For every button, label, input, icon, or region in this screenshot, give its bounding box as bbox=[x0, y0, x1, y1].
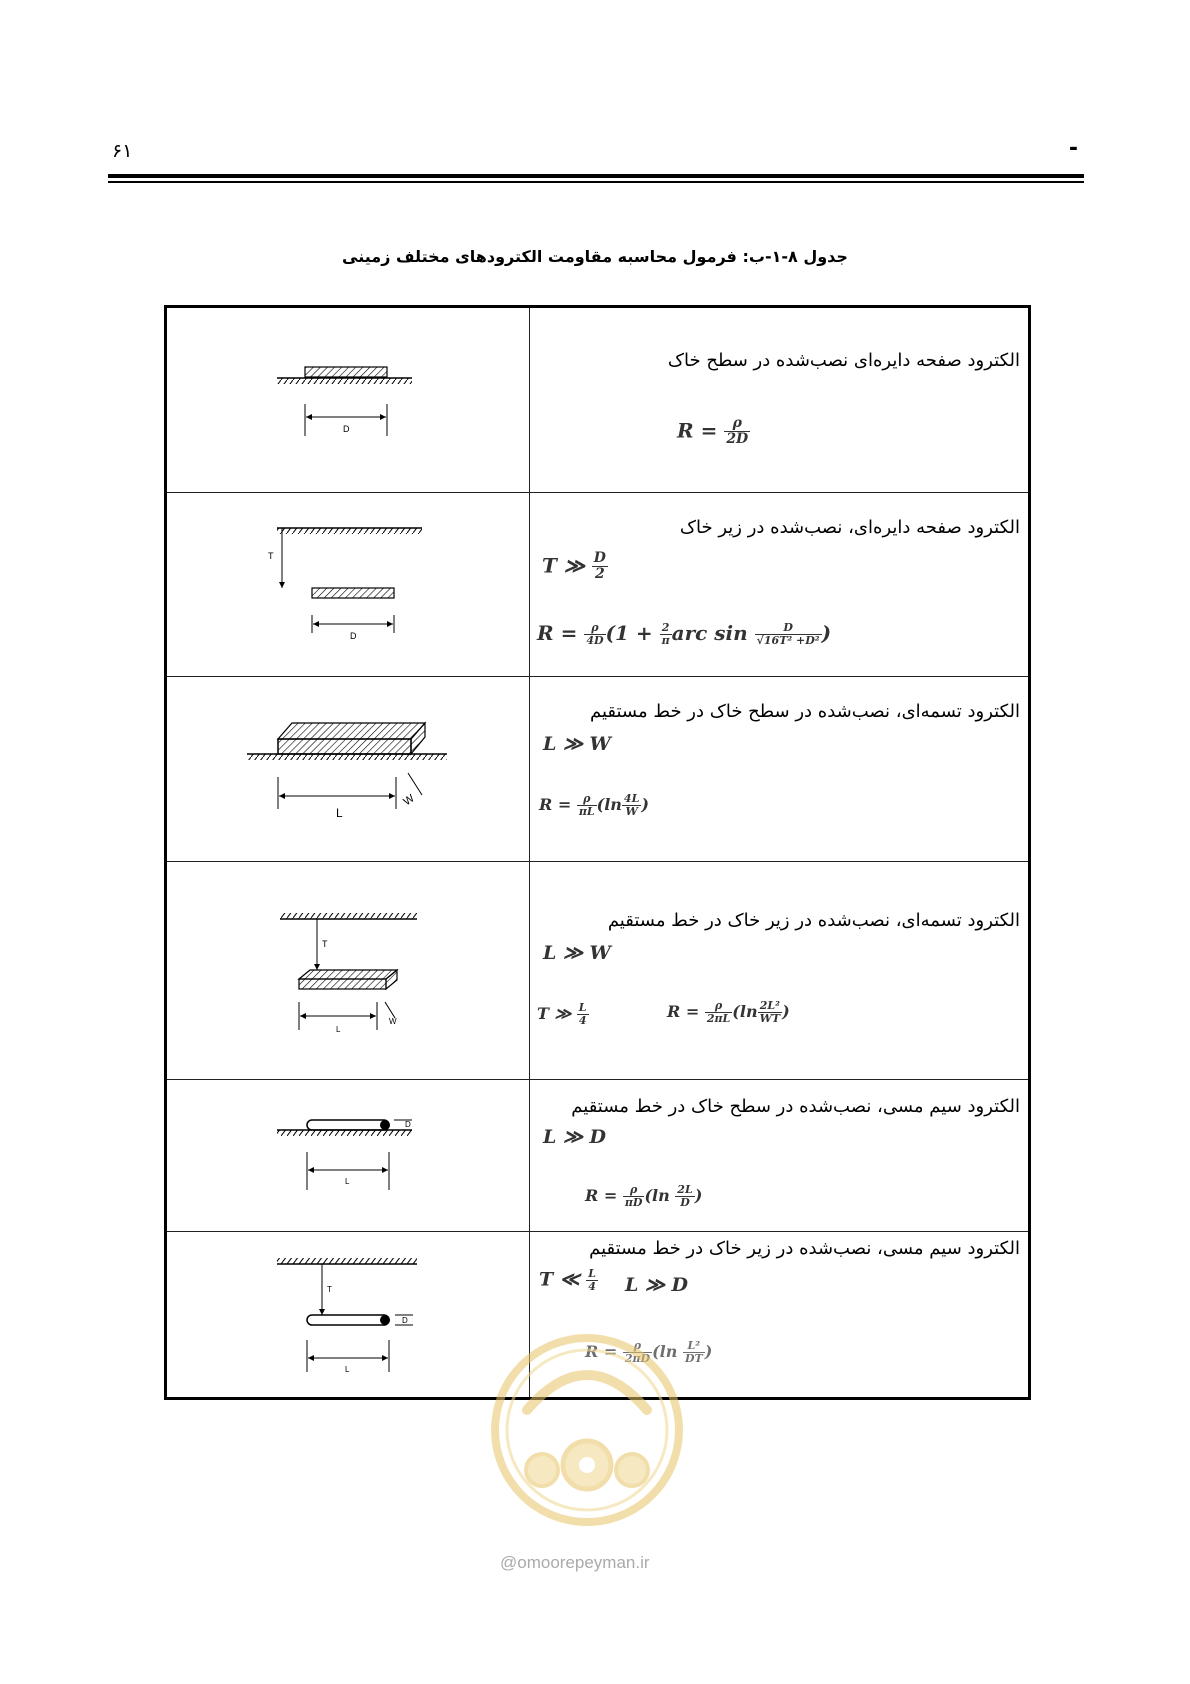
table-row bbox=[167, 308, 1028, 492]
dimension-label-w: W bbox=[389, 1017, 397, 1026]
dimension-label-t: T bbox=[327, 1285, 332, 1294]
table-row bbox=[167, 492, 1028, 677]
buried-strip-figure bbox=[167, 862, 529, 1080]
figure-cell bbox=[167, 1232, 529, 1398]
dimension-label-d: D bbox=[343, 424, 350, 434]
page-number: ۶۱ bbox=[112, 140, 133, 162]
condition-formula: L ≫ W bbox=[543, 733, 611, 755]
table-row bbox=[167, 1079, 1028, 1232]
condition-formula: T ≪ $\frac{L}{4}$ bbox=[539, 1267, 596, 1294]
dimension-label-l: L bbox=[336, 1025, 341, 1034]
condition-formula-2: T ≫ $\frac{L}{4}$ bbox=[537, 1001, 587, 1028]
condition-formula: L ≫ D bbox=[543, 1126, 606, 1148]
electrode-title: الکترود صفحه دایره‌ای نصب‌شده در سطح خاک bbox=[667, 350, 1020, 371]
buried-wire-figure bbox=[167, 1232, 529, 1398]
figure-cell bbox=[167, 677, 529, 862]
dimension-label-l: L bbox=[336, 806, 343, 820]
electrode-formula-table bbox=[164, 305, 1031, 1400]
condition-formula: T ≫ $\frac{D}{2}$ bbox=[542, 550, 606, 583]
dimension-label-d: D bbox=[350, 631, 357, 641]
surface-strip-figure bbox=[167, 677, 529, 862]
dimension-label-d: D bbox=[405, 1120, 411, 1129]
buried-plate-figure bbox=[167, 493, 529, 677]
table-row bbox=[167, 676, 1028, 862]
figure-cell bbox=[167, 493, 529, 677]
dimension-label-w: W bbox=[401, 792, 417, 809]
resistance-formula: R = $\frac{\rho}{2\pi D}$ (ln $\frac{\text{L²}}{DT}$ ) bbox=[585, 1339, 713, 1366]
dimension-label-t: T bbox=[322, 939, 328, 949]
electrode-title: الکترود سیم مسی، نصب‌شده در سطح خاک در خط مستقیم bbox=[571, 1096, 1020, 1117]
figure-cell bbox=[167, 862, 529, 1080]
header-rule bbox=[108, 174, 1084, 178]
resistance-formula: R = $\frac{\rho}{\pi D}$ (ln $\frac{2L}{D}$ ) bbox=[585, 1183, 703, 1210]
table-caption: جدول ۸-۱-ب: فرمول محاسبه مقاومت الکترودهای مختلف زمینی bbox=[342, 247, 848, 266]
resistance-formula: R = $\frac{\rho}{\pi L}$ (ln $\frac{4L}{W}$ ) bbox=[539, 792, 649, 819]
electrode-title: الکترود تسمه‌ای، نصب‌شده در سطح خاک در خط مستقیم bbox=[589, 701, 1020, 722]
dimension-label-d: D bbox=[402, 1316, 408, 1325]
figure-cell bbox=[167, 308, 529, 492]
header-mark: - bbox=[1068, 136, 1078, 161]
watermark-site: @omoorepeyman.ir bbox=[500, 1553, 650, 1572]
table-row bbox=[167, 861, 1028, 1080]
dimension-label-t: T bbox=[268, 551, 274, 561]
watermark-seal-logo bbox=[487, 1330, 687, 1535]
condition-formula: L ≫ W bbox=[543, 942, 611, 964]
resistance-formula: R = $\frac{\rho}{2D}$ bbox=[677, 415, 749, 448]
condition-formula-2: L ≫ D bbox=[625, 1274, 688, 1296]
header-rule-thin bbox=[108, 181, 1084, 183]
dimension-label-l: L bbox=[345, 1177, 350, 1186]
electrode-title: الکترود تسمه‌ای، نصب‌شده در زیر خاک در خط مستقیم bbox=[607, 910, 1020, 931]
electrode-title: الکترود سیم مسی، نصب‌شده در زیر خاک در خط مستقیم bbox=[589, 1238, 1020, 1259]
surface-wire-figure bbox=[167, 1080, 529, 1232]
dimension-label-l: L bbox=[345, 1365, 350, 1374]
resistance-formula: R = $\frac{\rho}{2\pi L}$ (ln $\frac{\text{2L²}}{WT}$ ) bbox=[667, 999, 790, 1026]
electrode-title: الکترود صفحه دایره‌ای، نصب‌شده در زیر خاک bbox=[679, 517, 1020, 538]
figure-cell bbox=[167, 1080, 529, 1232]
resistance-formula: R = $\frac{\rho}{4D}$ (1 + $\frac{2}{\pi}$ arc sin $\frac{D}{\text{√16T² +D²}}$ ) bbox=[537, 620, 832, 647]
surface-plate-figure bbox=[167, 308, 529, 492]
